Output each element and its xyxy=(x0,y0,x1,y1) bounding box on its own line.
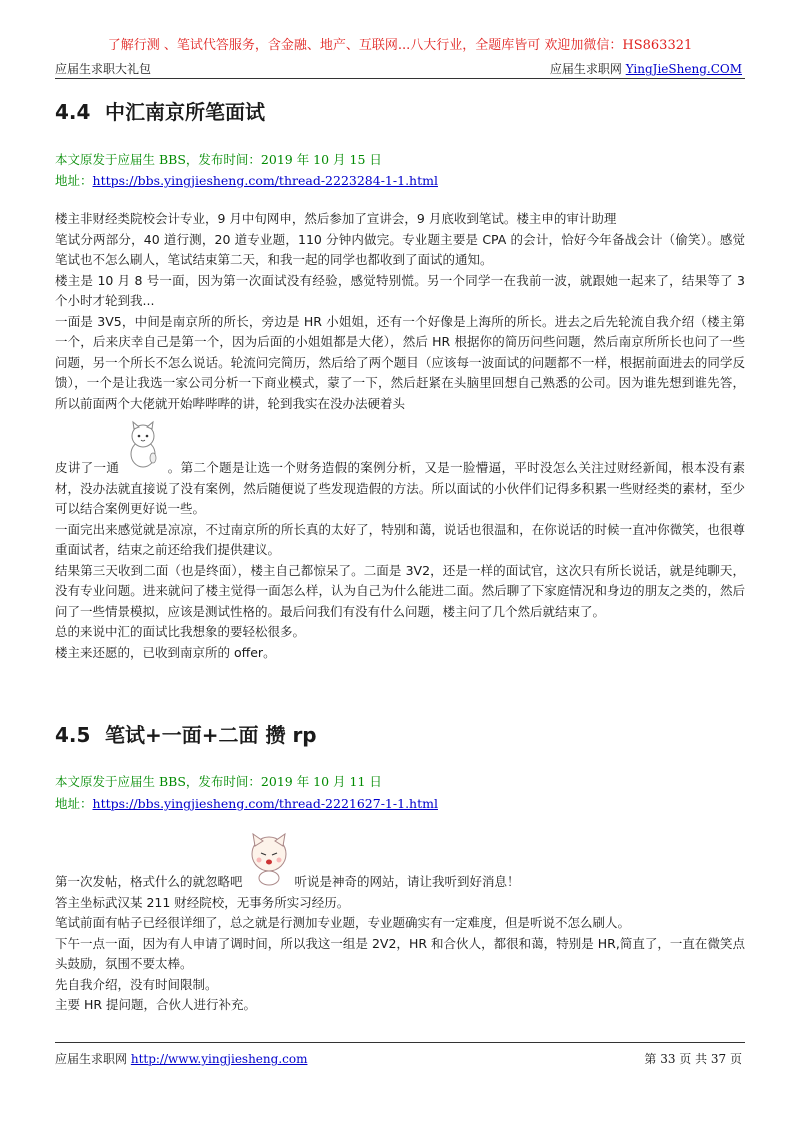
paragraph-with-emoji xyxy=(55,832,745,893)
promo-banner: 了解行测 、笔试代答服务，含金融、地产、互联网...八大行业，全题库皆可 欢迎加微信：HS863321 xyxy=(107,38,693,53)
source-line: 本文原发于应届生 BBS，发布时间：2019 年 10 月 11 日 xyxy=(55,774,382,789)
section-4-4-body xyxy=(55,209,745,414)
paragraph-text: 听说是神奇的网站，请让我听到好消息！ xyxy=(294,874,520,889)
section-4-4-body-cont xyxy=(55,420,745,663)
footer-rule xyxy=(55,1042,745,1043)
section-number: 4.4 xyxy=(55,100,91,124)
section-heading-4-5 xyxy=(55,719,317,748)
header-site-link[interactable]: YingJieSheng.COM xyxy=(625,62,742,76)
paragraph: 楼主来还愿的，已收到南京所的 offer。 xyxy=(55,644,276,660)
cat-mascot-icon xyxy=(123,420,163,479)
section-title: 笔试+一面+二面 攒 rp xyxy=(105,723,317,747)
footer-site-link[interactable]: http://www.yingjiesheng.com xyxy=(130,1052,308,1066)
paragraph-text: 皮讲了一通 xyxy=(55,460,120,475)
address-link[interactable]: https://bbs.yingjiesheng.com/thread-2223284-1-1.html xyxy=(92,173,438,188)
paragraph: 笔试前面有帖子已经很详细了，总之就是行测加专业题，专业题确实有一定难度，但是听说不怎么刷人。 xyxy=(55,915,631,930)
source-line: 本文原发于应届生 BBS，发布时间：2019 年 10 月 15 日 xyxy=(55,152,382,167)
paragraph-with-emoji xyxy=(55,420,745,520)
paragraph: 答主坐标武汉某 211 财经院校，无事务所实习经历。 xyxy=(55,894,350,910)
header-title: 应届生求职大礼包 xyxy=(55,62,152,76)
paragraph-text: 第一次发帖，格式什么的就忽略吧 xyxy=(55,874,243,889)
address-line xyxy=(55,171,438,189)
cat-mascot-icon xyxy=(247,832,291,893)
header-rule xyxy=(55,78,745,79)
paragraph: 笔试分两部分，40 道行测，20 道专业题，110 分钟内做完。专业题主要是 CPA 的会计，恰好今年备战会计（偷笑）。感觉笔试也不怎么刷人，笔试结束第二天，和我一起的同学也都收到了面试的通知。 xyxy=(55,231,745,267)
paragraph: 结果第三天收到二面（也是终面），楼主自己都惊呆了。二面是 3V2，还是一样的面试官，这次只有所长说话，就是纯聊天，没有专业问题。进来就问了楼主觉得一面怎么样，认为自己为什么能进二面。然后聊了下家庭情况和身边的朋友之类的，然后问了一些情景模拟，应该是测试性格的。最后问我们有没有什么问题，楼主问了几个然后就结束了。 xyxy=(55,562,745,619)
footer-site-label: 应届生求职网 xyxy=(55,1052,128,1066)
section-4-5-body xyxy=(55,832,745,1016)
paragraph: 总的来说中汇的面试比我想象的要轻松很多。 xyxy=(55,624,306,639)
address-label: 地址： xyxy=(55,173,93,188)
section-heading-4-4 xyxy=(55,96,265,125)
footer-site xyxy=(55,1050,307,1067)
address-line xyxy=(55,794,438,812)
paragraph: 楼主是 10 月 8 号一面，因为第一次面试没有经验，感觉特别慌。另一个同学一在我前一波，就跟她一起来了，结果等了 3 个小时才轮到我... xyxy=(55,272,745,308)
paragraph: 先自我介绍，没有时间限制。 xyxy=(55,976,218,992)
address-label: 地址： xyxy=(55,796,93,811)
section-number: 4.5 xyxy=(55,723,91,747)
header-site xyxy=(550,60,742,77)
paragraph: 下午一点一面，因为有人申请了调时间，所以我这一组是 2V2，HR 和合伙人，都很和蔼，特别是 HR,简直了，一直在微笑点头鼓励，氛围不要太棒。 xyxy=(55,935,745,971)
page-number: 第 33 页 共 37 页 xyxy=(644,1052,742,1066)
paragraph: 楼主非财经类院校会计专业，9 月中旬网申，然后参加了宣讲会，9 月底收到笔试。楼主申的审计助理 xyxy=(55,211,617,226)
address-link[interactable]: https://bbs.yingjiesheng.com/thread-2221627-1-1.html xyxy=(92,796,438,811)
paragraph: 一面是 3V5，中间是南京所的所长，旁边是 HR 小姐姐，还有一个好像是上海所的所长。进去之后先轮流自我介绍（楼主第一个，后来庆幸自己是第一个，因为后面的小姐姐都是大佬），然后 HR 根据你的简历问些问题，然后南京所所长也问了一些问题，另一个所长不怎么说话。轮流问完简历，然后给了两个题目（应该每一波面试的问题都不一样，根据前面进去的同学反馈），一个是让我选一家公司分析一下商业模式，蒙了一下，然后赶紧在头脑里回想自己熟悉的公司。因为谁先想到谁先答，所以前面两个大佬就开始哔哔哔的讲，轮到我实在没办法硬着头 xyxy=(55,313,745,411)
paragraph: 一面完出来感觉就是凉凉，不过南京所的所长真的太好了，特别和蔼，说话也很温和，在你说话的时候一直冲你微笑，也很尊重面试者，结束之前还给我们提供建议。 xyxy=(55,521,745,557)
paragraph-text: 。第二个题是让选一个财务造假的案例分析，又是一脸懵逼，平时没怎么关注过财经新闻，根本没有素材，没办法就直接说了没有案例，然后随便说了些发现造假的方法。所以面试的小伙伴们记得多积累一些财经类的素材，至少可以结合案例更好说一些。 xyxy=(55,460,745,516)
paragraph: 主要 HR 提问题，合伙人进行补充。 xyxy=(55,997,257,1012)
section-title: 中汇南京所笔面试 xyxy=(105,100,265,124)
header-site-label: 应届生求职网 xyxy=(549,62,622,76)
